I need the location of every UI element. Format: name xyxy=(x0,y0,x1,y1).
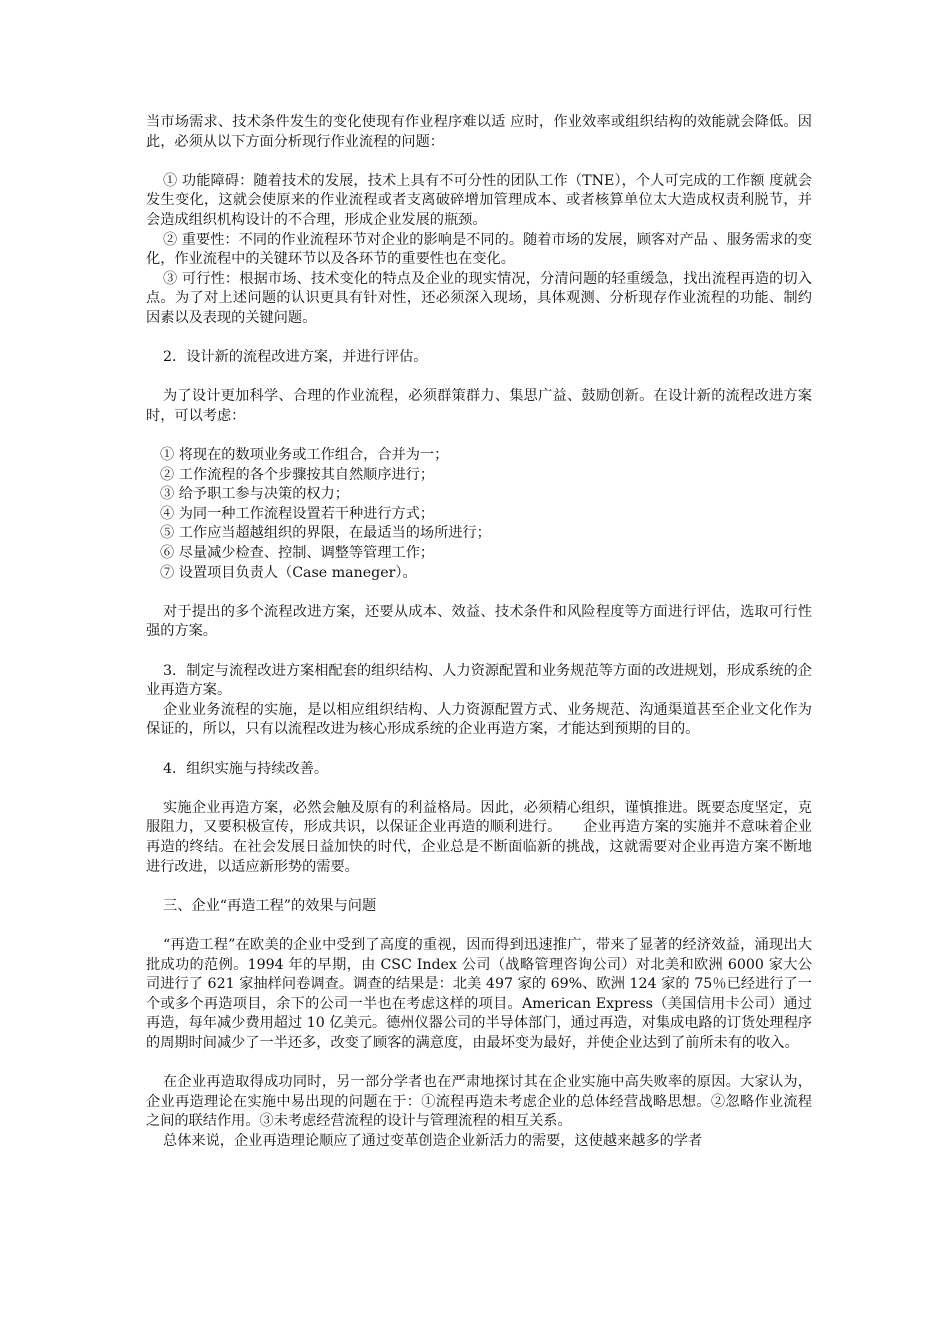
step2-evaluation: 对于提出的多个流程改进方案，还要从成本、效益、技术条件和风险程度等方面进行评估，选取可行性强的方案。 xyxy=(146,603,812,640)
step2-intro: 为了设计更加科学、合理的作业流程，必须群策群力、集思广益、鼓励创新。在设计新的流程改进方案时，可以考虑： xyxy=(146,388,812,424)
section3-paragraph-results: “再造工程”在欧美的企业中受到了高度的重视，因而得到迅速推广，带来了显著的经济效益，涌现出大批成功的范例。1994 年的早期，由 CSC Index 公司（战略管理咨询公司）对北美和欧洲 6000 家大公司进行了 621 家抽样问卷调查。调查的结果是：北美 497 家的 69%、欧洲 124 家的 75％已经进行了一个或多个再造项目，余下的公司一半也在考虑这样的项目。American Express（美国信用卡公司）通过再造，每年减少费用超过 10 亿美元。德州仪器公司的半导体部门，通过再造，对集成电路的订货处理程序的周期时间减少了一半还多，改变了顾客的满意度，由最坏变为最好，并使企业达到了前所未有的收入。 xyxy=(146,936,812,1051)
problem-feasibility: ③ 可行性：根据市场、技术变化的特点及企业的现实情况，分清问题的轻重缓急，找出流程再造的切入点。为了对上述问题的认识更具有针对性，还必须深入现场，具体观测、分析现存作业流程的功能、制约因素以及表现的关键问题。 xyxy=(146,270,812,326)
spacer xyxy=(146,877,812,897)
intro-paragraph: 当市场需求、技术条件发生的变化使现有作业程序难以适 应时，作业效率或组织结构的效能就会降低。因此，必须从以下方面分析现行作业流程的问题： xyxy=(146,114,812,150)
step2-heading: 2．设计新的流程改进方案，并进行评估。 xyxy=(163,349,428,366)
spacer xyxy=(146,329,812,349)
list-item: ② 工作流程的各个步骤按其自然顺序进行； xyxy=(160,466,435,483)
list-item: ⑤ 工作应当超越组织的界限，在最适当的场所进行； xyxy=(160,525,491,542)
problem-functional: ① 功能障碍：随着技术的发展，技术上具有不可分性的团队工作（TNE），个人可完成的工作额 度就会发生变化，这就会使原来的作业流程或者支离破碎增加管理成本、或者核算单位太大造成权责利脱节，并会造成组织机构设计的不合理，形成企业发展的瓶颈。 xyxy=(146,172,812,228)
spacer xyxy=(146,368,812,388)
list-item: ⑥ 尽量减少检查、控制、调整等管理工作； xyxy=(160,545,435,562)
list-item: ① 将现在的数项业务或工作组合，合并为一； xyxy=(160,447,449,464)
step4-heading: 4．组织实施与持续改善。 xyxy=(163,760,329,777)
spacer xyxy=(146,427,812,447)
step3-body: 企业业务流程的实施，是以相应组织结构、人力资源配置方式、业务规范、沟通渠道甚至企业文化作为保证的，所以，只有以流程改进为核心形成系统的企业再造方案，才能达到预期的目的。 xyxy=(146,701,812,738)
list-item: ⑦ 设置项目负责人（Case maneger）。 xyxy=(160,564,417,581)
spacer xyxy=(146,642,812,662)
spacer xyxy=(146,583,812,603)
step3-heading: 3．制定与流程改进方案相配套的组织结构、人力资源配置和业务规范等方面的改进规划，形成系统的企业再造方案。 xyxy=(146,662,812,699)
section3-heading: 三、企业“再造工程”的效果与问题 xyxy=(163,897,377,914)
section3-paragraph-summary: 总体来说，企业再造理论顺应了通过变革创造企业新活力的需要，这使越来越多的学者 xyxy=(163,1132,703,1149)
step4-body: 实施企业再造方案，必然会触及原有的利益格局。因此，必须精心组织，谨慎推进。既要态度坚定，克服阻力，又要积极宣传，形成共识，以保证企业再造的顺利进行。 企业再造方案的实施并不意味着企业再造的终结。在社会发展日益加快的时代，企业总是不断面临新的挑战，这就需要对企业再造方案不断地进行改进，以适应新形势的需要。 xyxy=(146,799,812,875)
section3-paragraph-problems: 在企业再造取得成功同时，另一部分学者也在严肃地探讨其在企业实施中高失败率的原因。大家认为，企业再造理论在实施中易出现的问题在于：①流程再造未考虑企业的总体经营战略思想。②忽略作业流程之间的联结作用。③未考虑经营流程的设计与管理流程的相互关系。 xyxy=(146,1074,812,1130)
document-page xyxy=(146,113,812,1151)
spacer xyxy=(146,779,812,799)
problem-importance: ② 重要性：不同的作业流程环节对企业的影响是不同的。随着市场的发展，顾客对产品 、服务需求的变化，作业流程中的关键环节以及各环节的重要性也在变化。 xyxy=(146,231,812,268)
list-item: ③ 给予职工参与决策的权力； xyxy=(160,486,349,503)
spacer xyxy=(146,152,812,172)
spacer xyxy=(146,1054,812,1074)
spacer xyxy=(146,916,812,936)
list-item: ④ 为同一种工作流程设置若干种进行方式； xyxy=(160,505,435,522)
spacer xyxy=(146,740,812,760)
